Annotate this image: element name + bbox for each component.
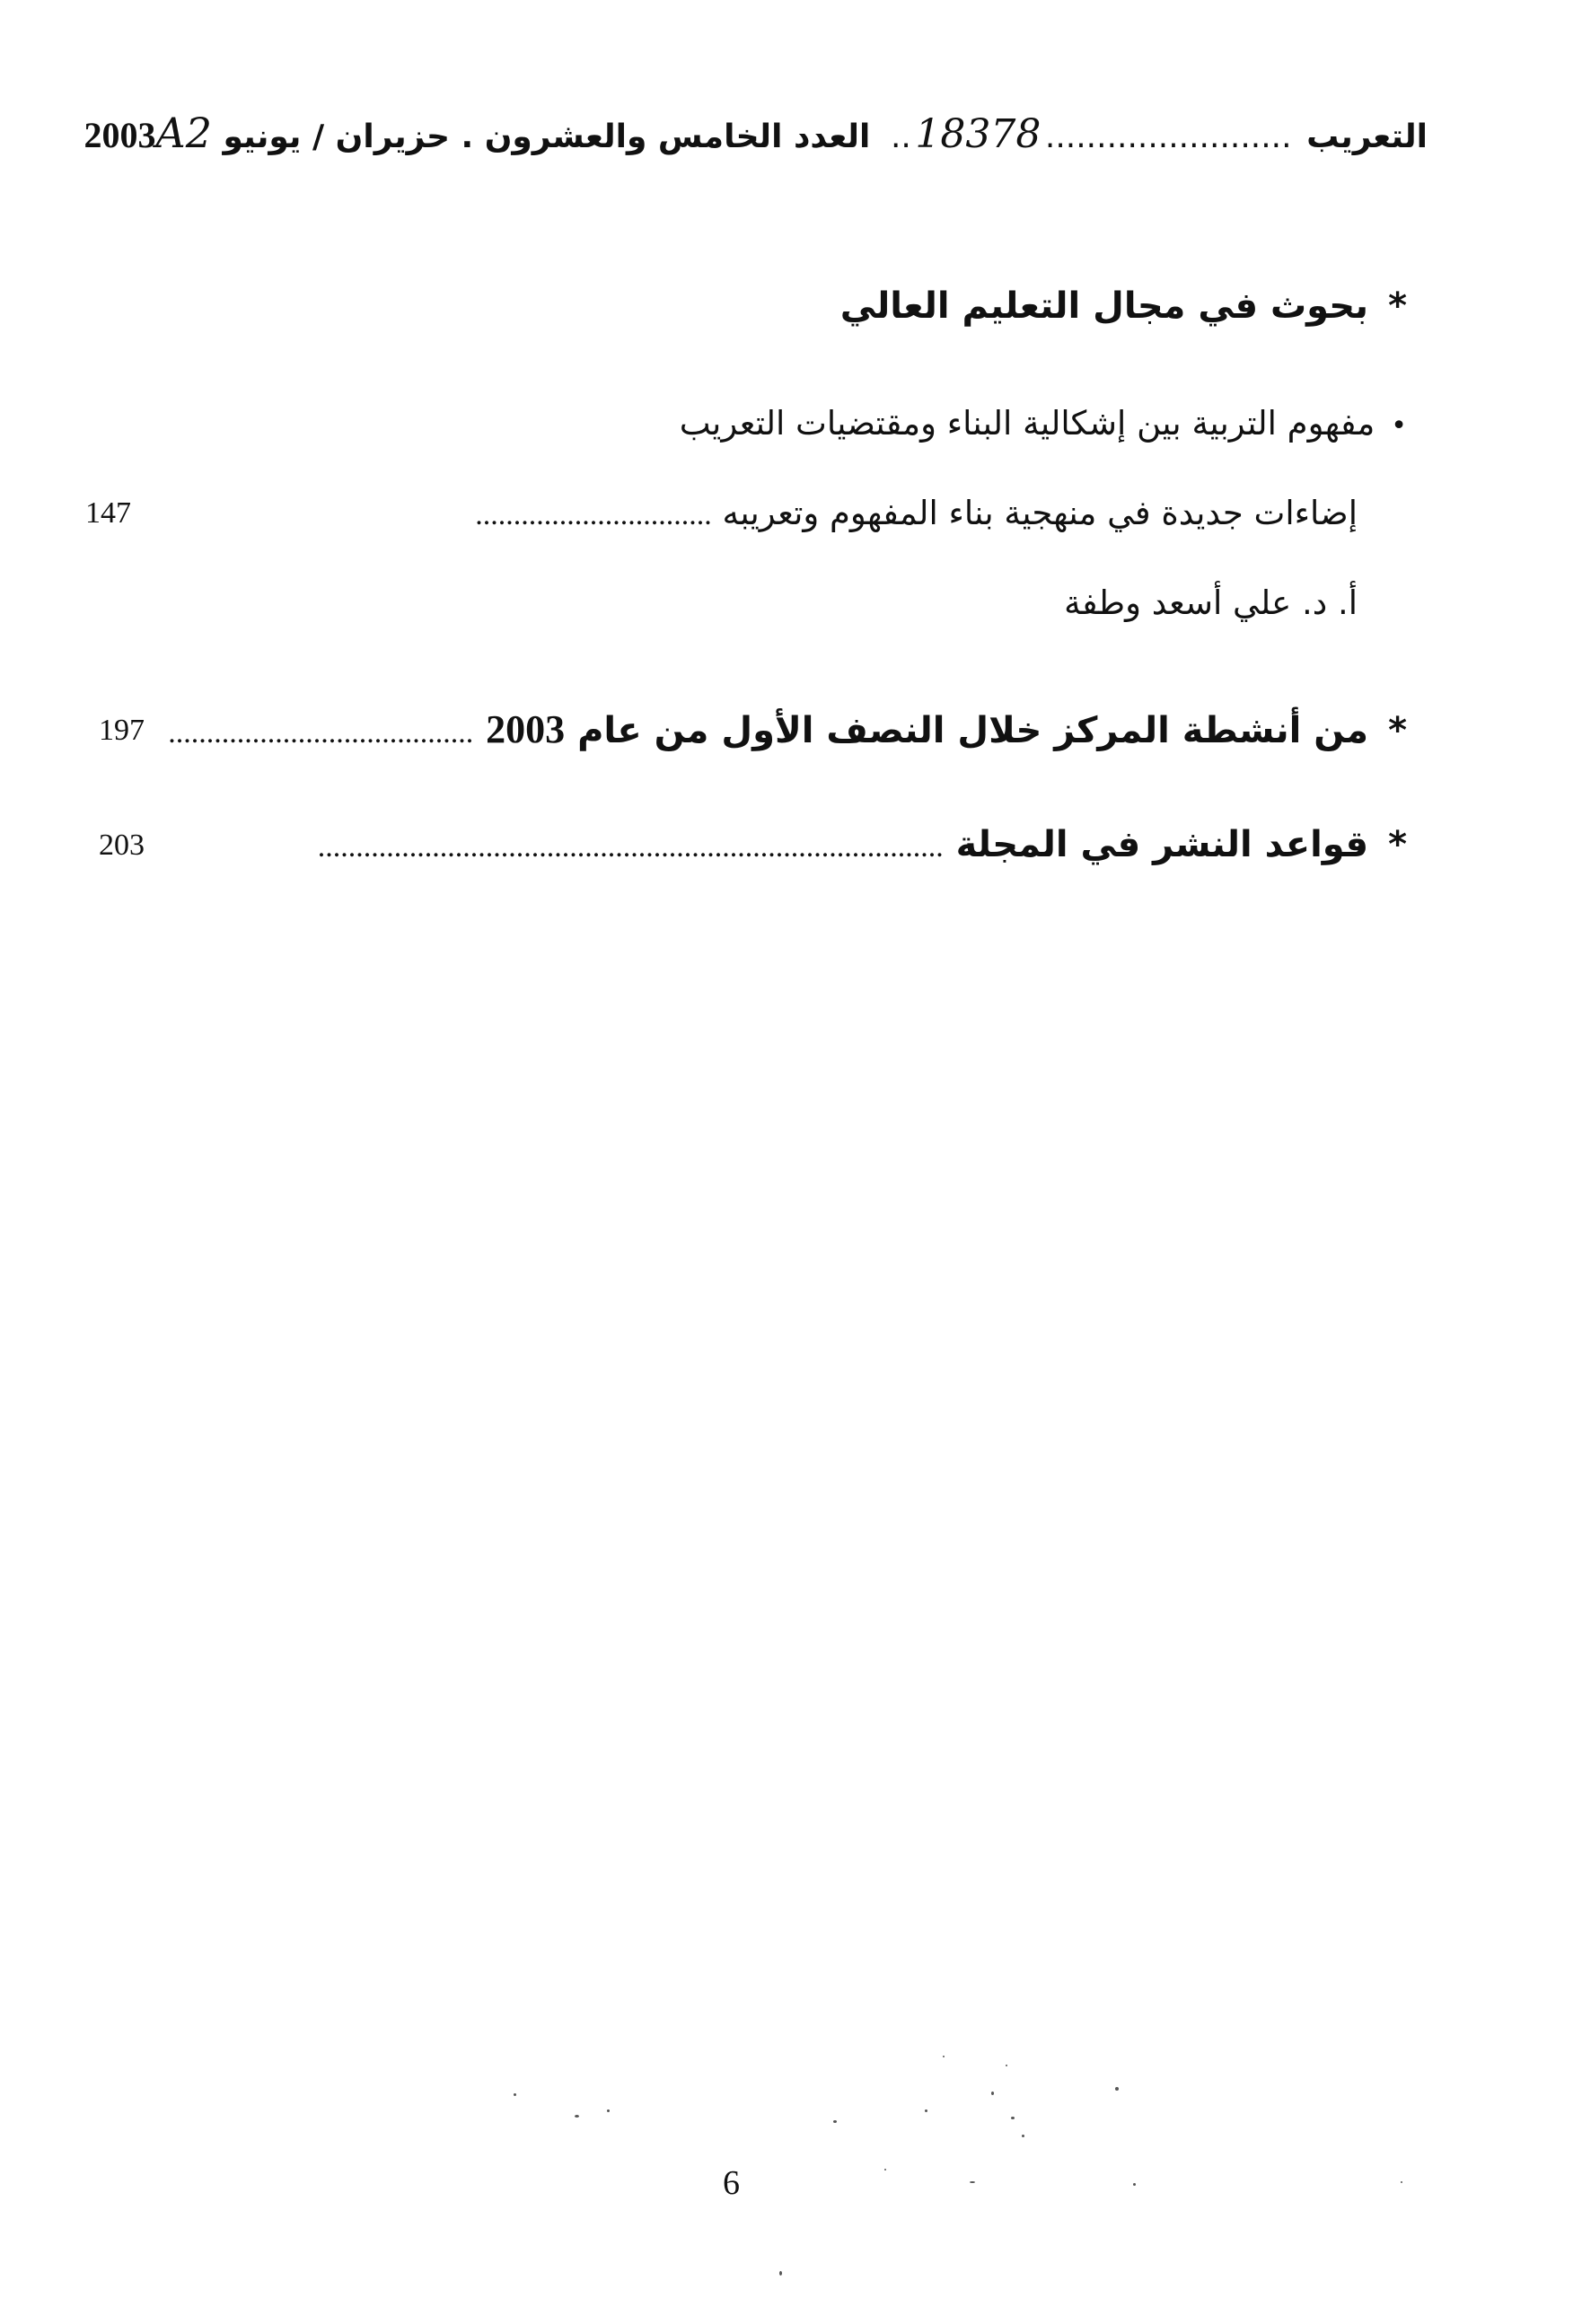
issue-info: العدد الخامس والعشرون . حزيران / يونيو — [223, 118, 871, 155]
header-dot-leader: ........................ — [1044, 118, 1292, 155]
publishing-rules-entry — [318, 813, 1407, 879]
article-page-number: 147 — [85, 496, 131, 530]
page-number: 6 — [723, 2164, 740, 2202]
star-marker: * — [1388, 824, 1407, 865]
activities-dot-leader: ........................................ — [168, 716, 474, 750]
section-heading — [840, 275, 1407, 338]
rules-dot-leader: .................................................................................. — [317, 830, 944, 864]
bullet-marker: • — [1391, 410, 1407, 442]
rules-page-number: 203 — [99, 829, 145, 862]
handwritten-stamp-number: 18378 — [915, 111, 1041, 157]
activities-text: من أنشطة المركز خلال النصف الأول من عام — [577, 710, 1369, 751]
article-title-line-2 — [475, 485, 1358, 544]
star-marker: * — [1388, 285, 1407, 327]
section-heading-text: بحوث في مجال التعليم العالي — [839, 285, 1369, 327]
journal-name: التعريب — [1306, 118, 1428, 155]
article-title-text-1: مفهوم التربية بين إشكالية البناء ومقتضيات التعريب — [679, 404, 1375, 443]
article-author: أ. د. علي أسعد وطفة — [1064, 583, 1358, 622]
star-marker: * — [1388, 710, 1407, 751]
running-header: التعريب ........................ 18378 .. العدد الخامس والعشرون . حزيران / يونيو 2003A2 — [83, 109, 1428, 157]
activities-year: 2003 — [486, 707, 566, 751]
publishing-rules-text: قواعد النشر في المجلة — [955, 824, 1369, 865]
issue-year: 2003 — [83, 115, 156, 155]
article-dot-leader: ............................... — [475, 498, 712, 531]
article-title-text-2: إضاءات جديدة في منهجية بناء المفهوم وتعريبه — [722, 494, 1358, 532]
activities-page-number: 197 — [99, 714, 145, 747]
activities-entry — [168, 698, 1407, 765]
handwritten-initials: A2 — [155, 109, 212, 157]
article-title-line-1 — [680, 395, 1407, 455]
